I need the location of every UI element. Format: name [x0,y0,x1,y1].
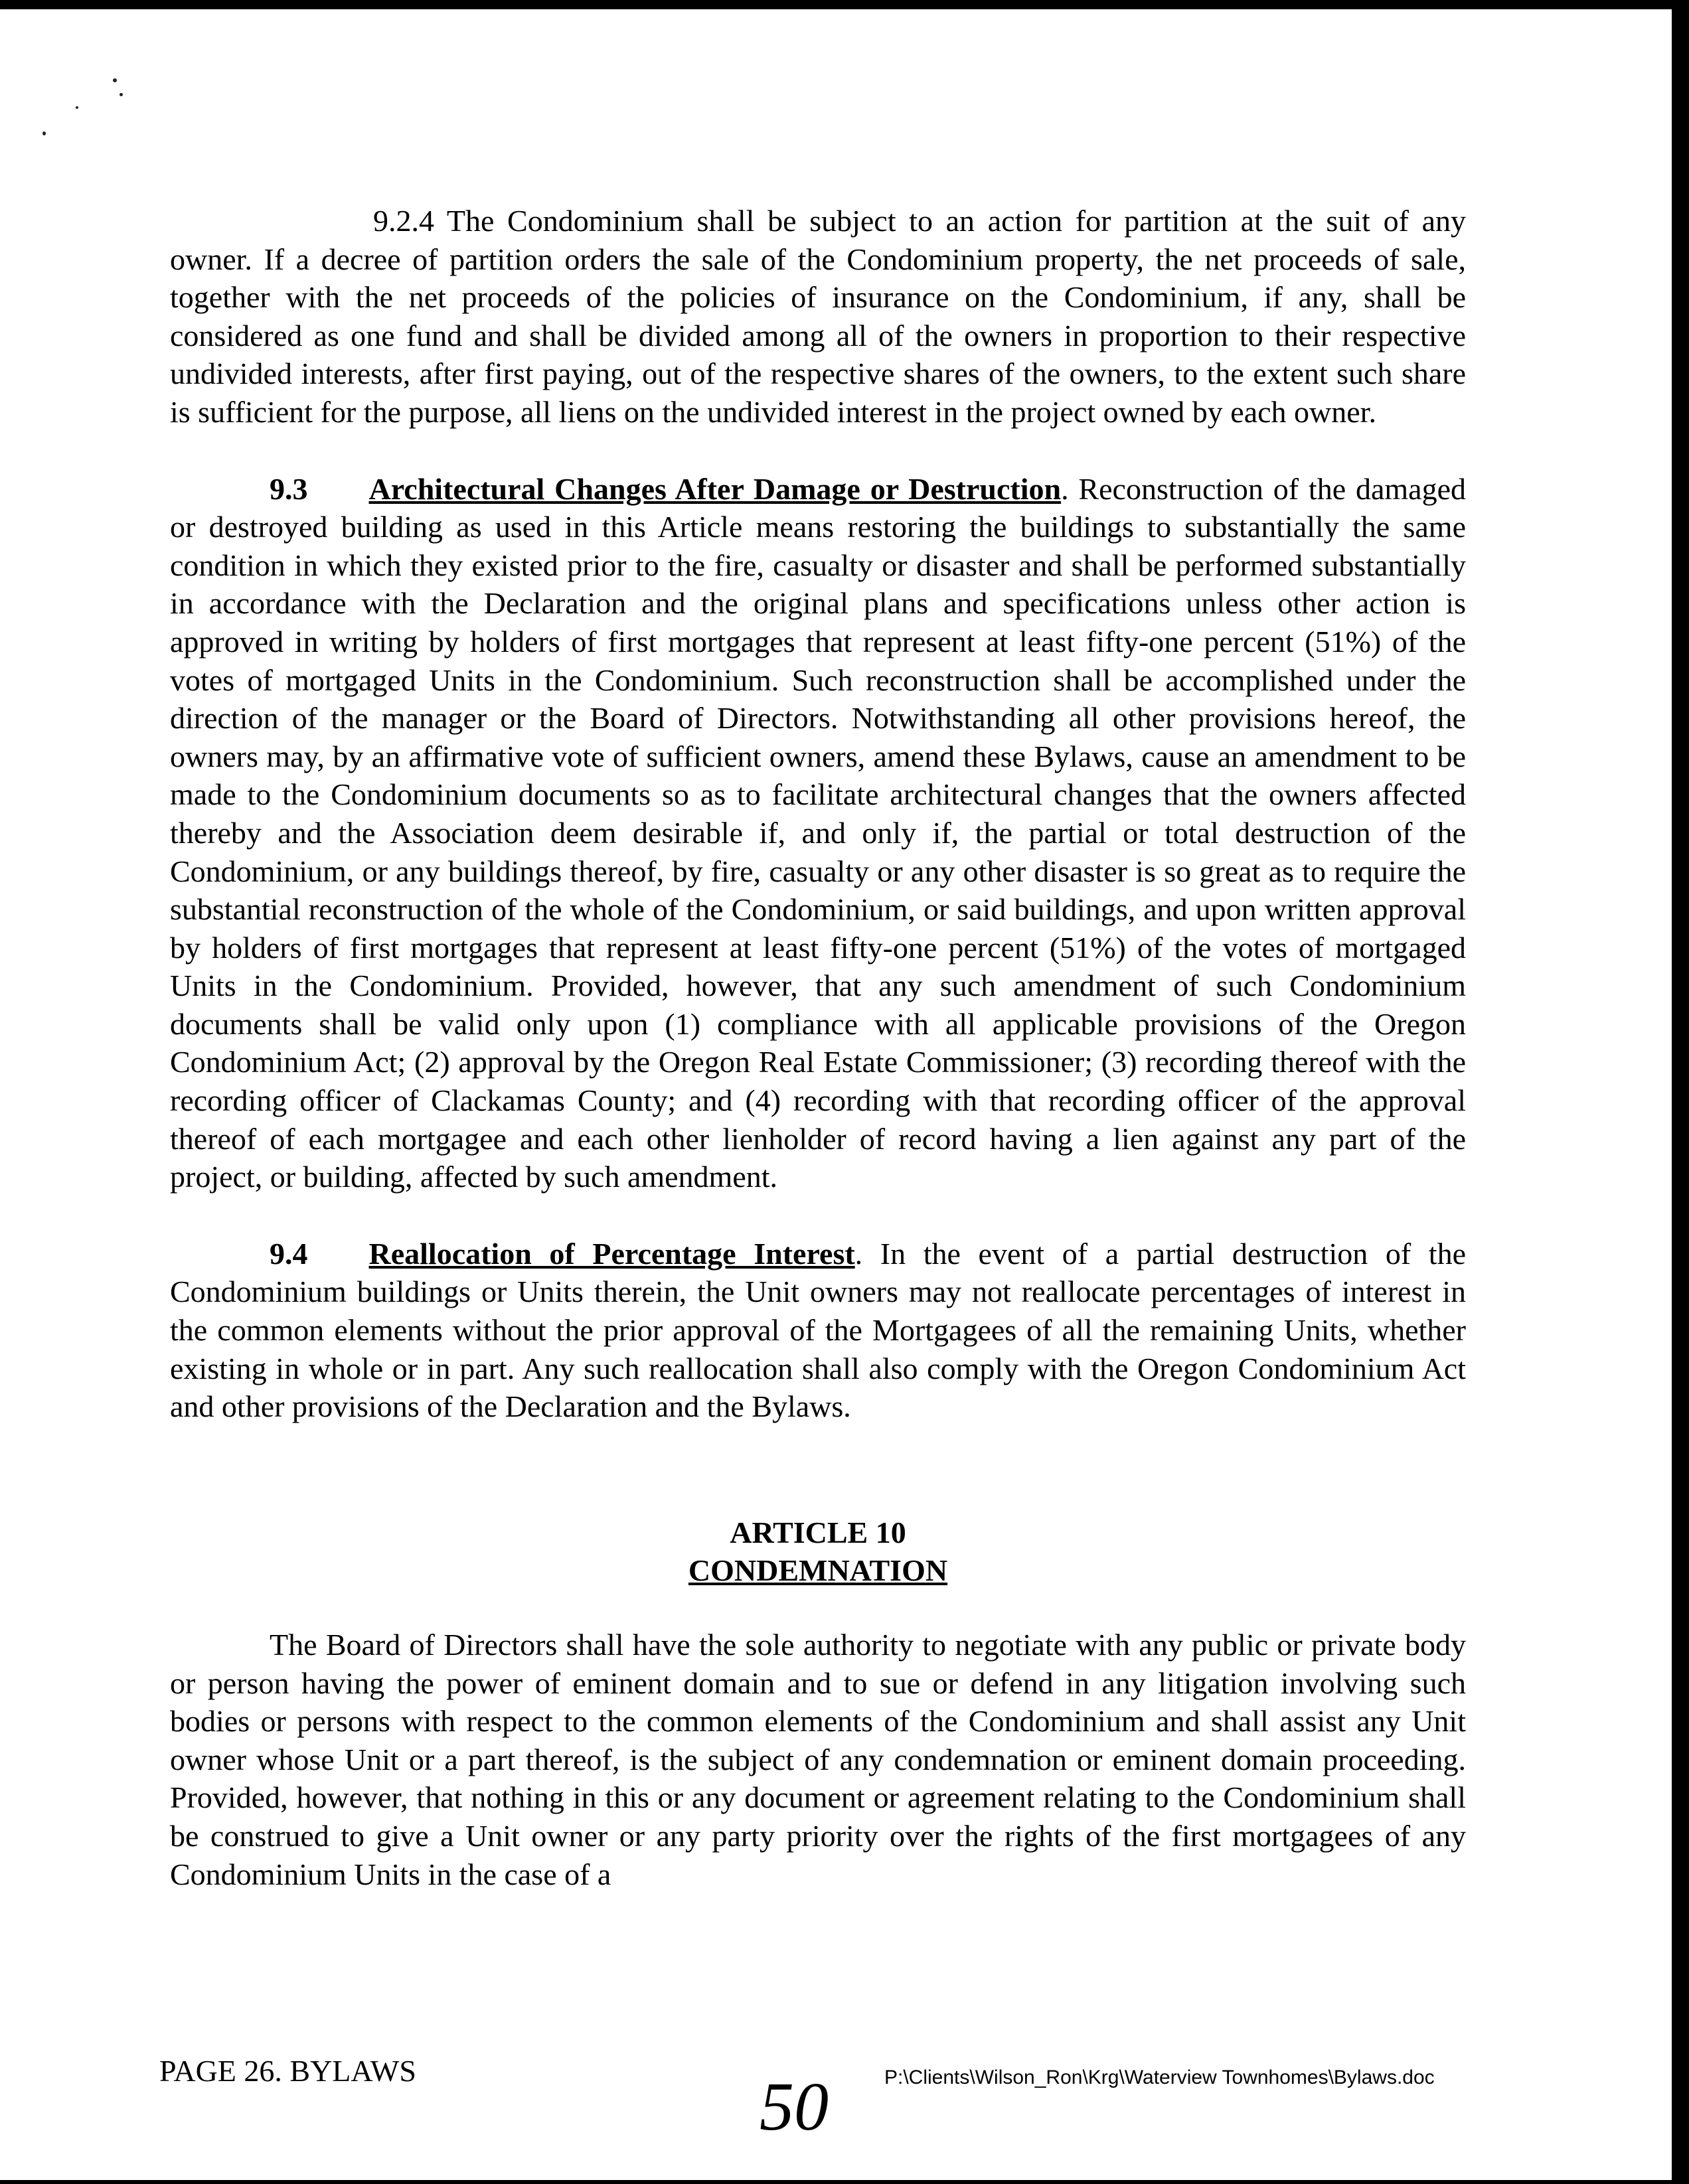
section-9-3 [170,470,1466,1196]
section-9-4 [170,1235,1466,1426]
section-9-4-title: Reallocation of Percentage Interest [368,1236,855,1271]
article-heading: ARTICLE 10 [730,1515,906,1549]
handwritten-page-number [757,2058,850,2144]
paragraph-9-2-4: 9.2.4 The Condominium shall be subject to an action for partition at the suit of any owner. If a decree of partition orders the sale of the Condominium property, the net proceeds of sale, together with the net proceeds of the policies of insurance on the Condominium, if any, shall be considered as one fund and shall be divided among all of the owners in proportion to their respective undivided interests, after first paying, out of the respective shares of the owners, to the extent such share is sufficient for the purpose, all liens on the undivided interest in the project owned by each owner. [170,204,1466,429]
scan-speck [42,131,46,135]
section-9-3-body: . Reconstruction of the damaged or destroyed building as used in this Article means restoring the buildings to substantially the same condition in which they existed prior to the fire, casualty or disaster and shall be performed substantially in accordance with the Declaration and the original plans and specifications unless other action is approved in writing by holders of first mortgages that represent at least fifty-one percent (51%) of the votes of mortgaged Units in the Condominium. Such reconstruction shall be accomplished under the direction of the manager or the Board of Directors. Notwithstanding all other provisions hereof, the owners may, by an affirmative vote of sufficient owners, amend these Bylaws, cause an amendment to be made to the Condominium documents so as to facilitate architectural changes that the owners affected thereby and the Association deem desirable if, and only if, the partial or total destruction of the Condominium, or any buildings thereof, by fire, casualty or any other disaster is so great as to require the substantial reconstruction of the whole of the Condominium, or said buildings, and upon written approval by holders of first mortgages that represent at least fifty-one percent (51%) of the votes of mortgaged Units in the Condominium. Provided, however, that any such amendment of such Condominium documents shall be valid only upon (1) compliance with all applicable provisions of the Oregon Condominium Act; (2) approval by the Oregon Real Estate Commissioner; (3) recording thereof with the recording officer of Clackamas County; and (4) recording with that recording officer of the approval thereof of each mortgagee and each other lienholder of record having a lien against any part of the project, or building, affected by such amendment. [170,471,1466,1194]
footer-file-path: P:\Clients\Wilson_Ron\Krg\Waterview Townhomes\Bylaws.doc [884,2067,1435,2088]
section-9-3-number: 9.3 [270,471,308,506]
article-title: CONDEMNATION [688,1553,948,1588]
handwritten-page-number-text: 50 [760,2068,829,2144]
section-9-4-number: 9.4 [270,1236,308,1271]
scan-border-right [1672,0,1689,2184]
scan-border-top [0,0,1689,9]
footer-page-label: PAGE 26. BYLAWS [159,2054,416,2088]
scan-speck [76,106,78,109]
article-10-heading-block [170,1514,1466,1590]
article-10-paragraph: The Board of Directors shall have the sole authority to negotiate with any public or private body or person having the power of eminent domain and to sue or defend in any litigation involving such bodies or persons with respect to the common elements of the Condominium and shall assist any Unit owner whose Unit or a part thereof, is the subject of any condemnation or eminent domain proceeding. Provided, however, that nothing in this or any document or agreement relating to the Condominium shall be construed to give a Unit owner or any party priority over the rights of the first mortgagees of any Condominium Units in the case of a [170,1628,1466,1891]
document-page [170,202,1466,1893]
section-9-3-title: Architectural Changes After Damage or Destruction [368,471,1062,506]
scan-speck [120,93,123,96]
scan-border-bottom [0,2180,1689,2184]
section-9-4-body: . In the event of a partial destruction of the Condominium buildings or Units therein, the Unit owners may not reallocate percentages of interest in the common elements without the prior approval of the Mortgagees of all the remaining Units, whether existing in whole or in part. Any such reallocation shall also comply with the Oregon Condominium Act and other provisions of the Declaration and the Bylaws. [170,1236,1466,1424]
scan-speck [113,78,117,82]
